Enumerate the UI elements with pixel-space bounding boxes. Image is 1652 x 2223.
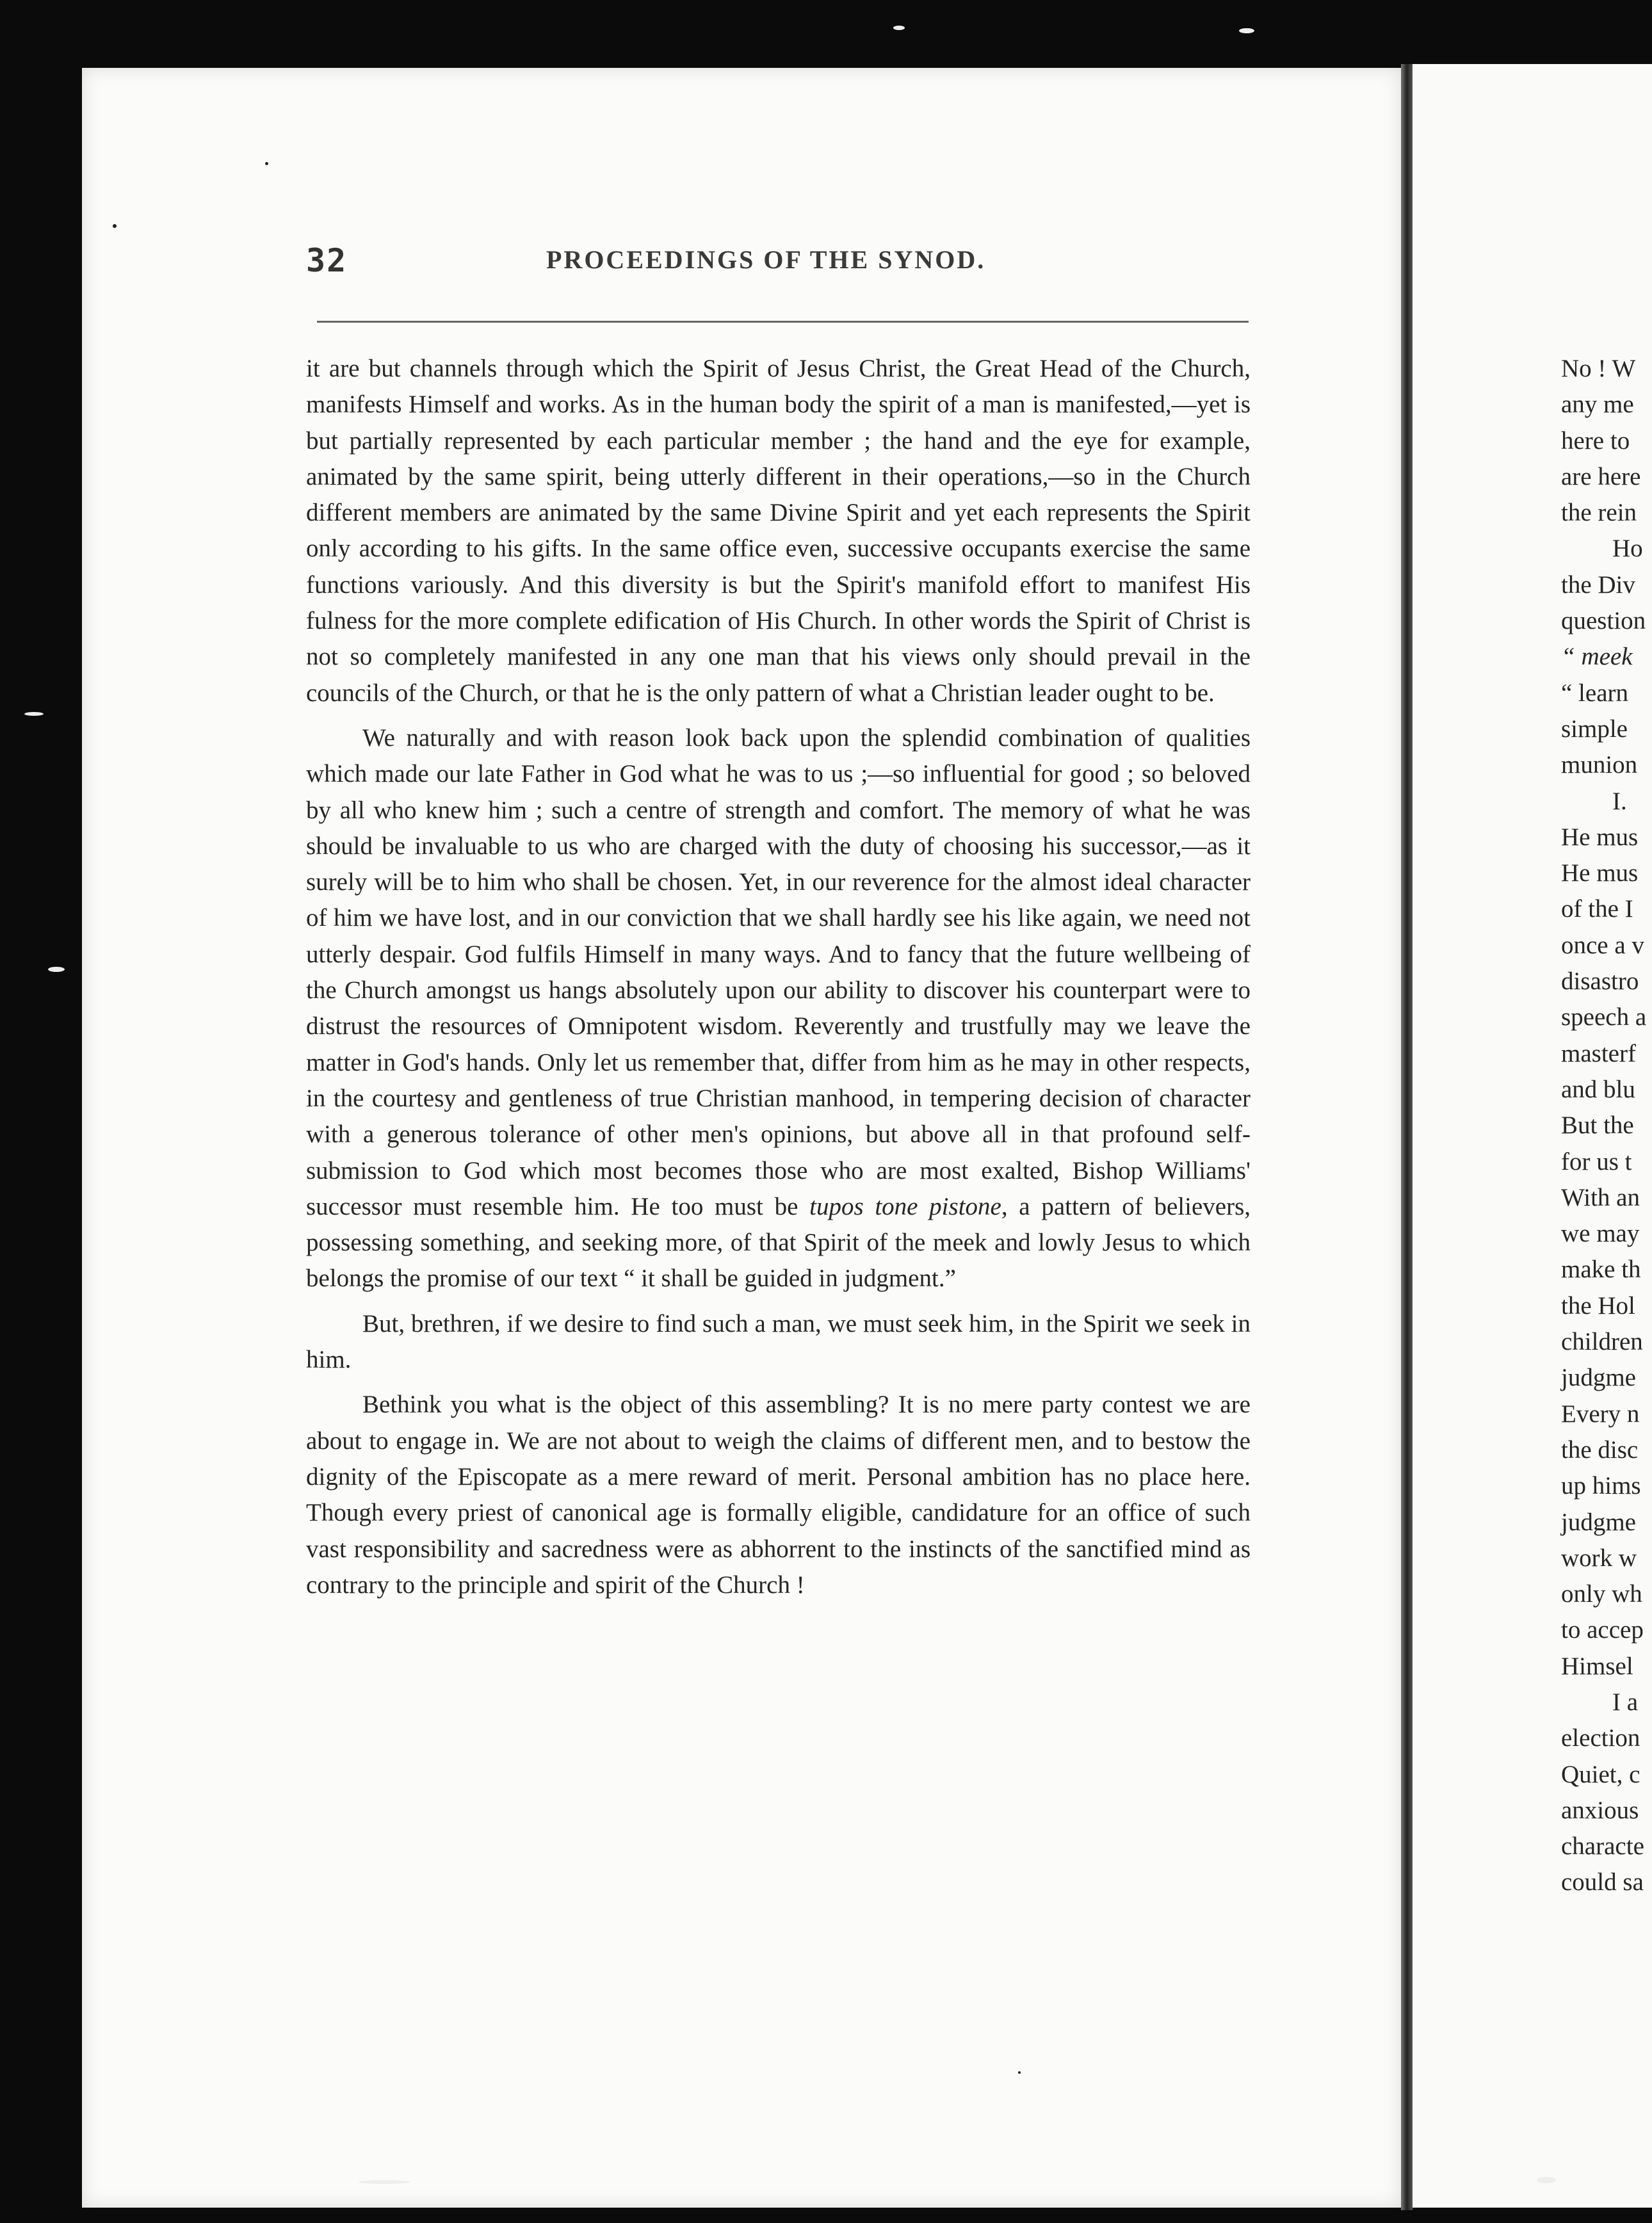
scan-speck	[893, 26, 905, 30]
right-page-line: characte	[1561, 1832, 1644, 1861]
right-page-line: could sa	[1561, 1868, 1644, 1896]
right-page-line: make th	[1561, 1256, 1641, 1284]
right-page-line: I a	[1612, 1688, 1639, 1716]
scan-speck	[1537, 2177, 1556, 2183]
right-page-line: Every n	[1561, 1400, 1640, 1428]
book-gutter	[1401, 64, 1413, 2210]
right-page-line: up hims	[1561, 1472, 1641, 1500]
right-page-line: With an	[1561, 1183, 1640, 1211]
right-page-line: for us t	[1561, 1147, 1632, 1176]
right-page-line: Quiet, c	[1561, 1760, 1640, 1788]
right-page-line: election	[1561, 1724, 1640, 1752]
right-page-line: He mus	[1561, 859, 1639, 887]
right-page-line: masterf	[1561, 1039, 1636, 1067]
header-rule	[317, 321, 1249, 323]
right-page-line: speech a	[1561, 1003, 1647, 1031]
right-page-line: here to	[1561, 426, 1630, 455]
paragraph-text-tail: , a pattern of believers, possessing something, and seeking more, of that Spirit of the meek and lowly Jesus to which belongs the promise of our text “ it shall be guided in judgment.”	[306, 1192, 1251, 1293]
right-page-line: Ho	[1612, 535, 1643, 563]
page-speck	[113, 224, 117, 228]
right-page-line: of the I	[1561, 895, 1633, 923]
scan-speck	[48, 967, 65, 972]
right-page-line: once a v	[1561, 931, 1644, 959]
right-page-line: Himsel	[1561, 1652, 1633, 1680]
right-page-line: we may	[1561, 1220, 1640, 1248]
right-page-line: only wh	[1561, 1580, 1642, 1608]
page-number: 32	[306, 242, 348, 279]
right-page-line: and blu	[1561, 1075, 1635, 1103]
paragraph-text: We naturally and with reason look back upon the splendid combination of qualities which made our late Father in God what he was to us ;—so influential for good ; so beloved by all who knew him ; such a centre of strength and comfort. The memory of what he was should be invaluable to us who are charged with the duty of choosing his successor,—as it surely will be to him who shall be chosen. Yet, in our reverence for the almost ideal character of him we have lost, and in our conviction that we shall hardly see his like again, we need not utterly despair. God fulfils Himself in many ways. And to fancy that the future wellbeing of the Church amongst us hangs absolutely upon our ability to discover his counterpart were to distrust the resources of Omnipotent wisdom. Reverently and trustfully may we leave the matter in God's hands. Only let us remember that, differ from him as he may in other respects, in the courtesy and gentleness of true Christian manhood, in tempering decision of character with a generous tolerance of other men's opinions, but above all in that profound self-submission to God which most becomes those who are most exalted, Bishop Williams' successor must resemble him. He too must be	[306, 723, 1251, 1220]
right-page-line: question	[1561, 607, 1646, 635]
body-text	[306, 351, 1251, 1612]
right-page-line: to accep	[1561, 1616, 1644, 1644]
right-page-line: judgme	[1561, 1508, 1636, 1536]
right-page-line: the Div	[1561, 570, 1635, 599]
right-page-line: the Hol	[1561, 1291, 1635, 1320]
right-page-line: But the	[1561, 1112, 1634, 1140]
right-page-line: I.	[1612, 787, 1627, 815]
right-page-line: judgme	[1561, 1364, 1636, 1392]
right-page-line: “ meek	[1561, 643, 1633, 671]
right-page-line: the disc	[1561, 1435, 1639, 1464]
page-speck	[265, 162, 268, 165]
page-speck	[1018, 2071, 1021, 2074]
scan-speck	[24, 712, 44, 716]
right-page-line: “ learn	[1561, 679, 1629, 707]
right-page-line: munion	[1561, 751, 1638, 779]
right-page-line: are here	[1561, 462, 1641, 490]
paragraph	[306, 720, 1251, 1297]
right-page-line: children	[1561, 1328, 1643, 1356]
paragraph: But, brethren, if we desire to find such a man, we must seek him, in the Spirit we seek in him.	[306, 1309, 1251, 1374]
greek-phrase: tupos tone pistone	[809, 1192, 1001, 1220]
scan-speck	[359, 2180, 410, 2184]
right-page-line: any me	[1561, 391, 1634, 419]
right-page-text	[1561, 351, 1652, 1901]
right-page-line: He mus	[1561, 823, 1639, 851]
paragraph: Bethink you what is the object of this assembling? It is no mere party contest we are about to engage in. We are not about to weigh the claims of different men, and to bestow the dignity of the Episcopate as a mere reward of merit. Personal ambition has no place here. Though every priest of canonical age is formally eligible, candidature for an office of such vast responsibility and sacredness were as abhorrent to the instincts of the sanctified mind as contrary to the principle and spirit of the Church !	[306, 1391, 1251, 1599]
scan-speck	[1239, 28, 1254, 33]
right-page-line: the rein	[1561, 499, 1637, 527]
right-page-line: disastro	[1561, 967, 1639, 996]
running-title: PROCEEDINGS OF THE SYNOD.	[546, 245, 986, 274]
page-header	[306, 242, 1254, 287]
paragraph: it are but channels through which the Spirit of Jesus Christ, the Great Head of the Church, manifests Himself and works. As in the human body the spirit of a man is manifested,—yet is but partially represented by each particular member ; the hand and the eye for example, animated by the same spirit, being utterly different in their operations,—so in the Church different members are animated by the same Divine Spirit and yet each represents the Spirit only according to his gifts. In the same office even, successive occupants exercise the same functions variously. And this diversity is but the Spirit's manifold effort to manifest His fulness for the more complete edification of His Church. In other words the Spirit of Christ is not so completely manifested in any one man that his views only should prevail in the councils of the Church, or that he is the only pattern of what a Christian leader ought to be.	[306, 355, 1251, 707]
right-page-line: simple	[1561, 715, 1628, 743]
right-page-line: anxious	[1561, 1796, 1639, 1824]
right-page-line: No ! W	[1561, 355, 1636, 382]
right-page-line: work w	[1561, 1544, 1637, 1572]
